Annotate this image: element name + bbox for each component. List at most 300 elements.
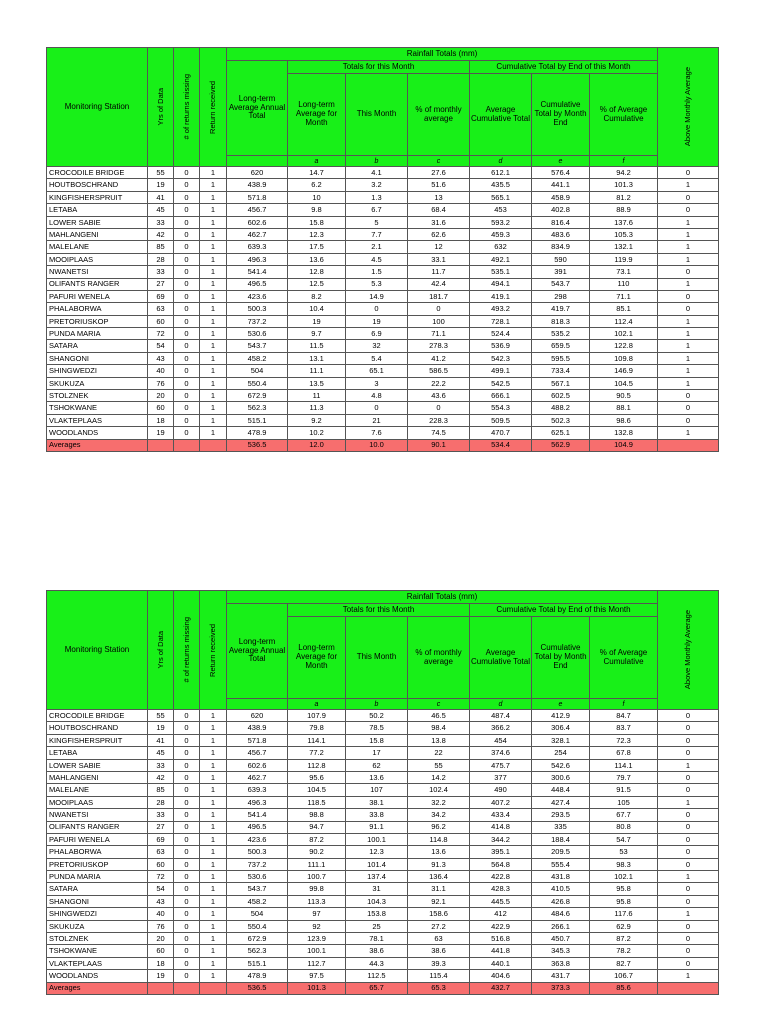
- yrs-average-cell: [148, 439, 174, 451]
- station-cell: MAHLANGENI: [47, 228, 148, 240]
- avg-cum-cell: 475.7: [470, 759, 532, 771]
- above-cell: 0: [658, 402, 719, 414]
- yrs-cell: 20: [148, 933, 174, 945]
- this-month-cell: 6.7: [346, 204, 408, 216]
- missing-cell: 0: [174, 722, 200, 734]
- missing-cell: 0: [174, 167, 200, 179]
- pct-monthly-average-cell: 90.1: [408, 439, 470, 451]
- missing-cell: 0: [174, 809, 200, 821]
- pct-monthly-cell: 0: [408, 402, 470, 414]
- yrs-cell: 19: [148, 970, 174, 982]
- lt-month-cell: 114.1: [288, 734, 346, 746]
- letter-f: f: [590, 699, 658, 710]
- pct-monthly-cell: 13.6: [408, 846, 470, 858]
- this-month-cell: 4.5: [346, 253, 408, 265]
- received-cell: 1: [200, 228, 227, 240]
- cum-total-header: Cumulative Total by Month End: [532, 617, 590, 699]
- averages-row: [47, 982, 719, 994]
- cum-total-cell: 834.9: [532, 241, 590, 253]
- letter-b: b: [346, 156, 408, 167]
- lt-month-cell: 11.3: [288, 402, 346, 414]
- lt-annual-cell: 737.2: [227, 315, 288, 327]
- this-month-cell: 6.9: [346, 328, 408, 340]
- pct-cum-cell: 105.3: [590, 228, 658, 240]
- this-month-cell: 65.1: [346, 365, 408, 377]
- above-cell: 0: [658, 390, 719, 402]
- lt-month-cell: 123.9: [288, 933, 346, 945]
- missing-cell: 0: [174, 191, 200, 203]
- station-cell: NWANETSI: [47, 266, 148, 278]
- yrs-cell: 63: [148, 846, 174, 858]
- received-cell: 1: [200, 328, 227, 340]
- pct-monthly-cell: 100: [408, 315, 470, 327]
- letter-blank: [227, 156, 288, 167]
- pct-monthly-average-cell: 65.3: [408, 982, 470, 994]
- pct-monthly-cell: 71.1: [408, 328, 470, 340]
- above-cell: 0: [658, 883, 719, 895]
- lt-month-cell: 12.5: [288, 278, 346, 290]
- above-cell: 1: [658, 970, 719, 982]
- yrs-cell: 19: [148, 179, 174, 191]
- missing-cell: 0: [174, 970, 200, 982]
- pct-cum-cell: 71.1: [590, 290, 658, 302]
- station-cell: PRETORIUSKOP: [47, 315, 148, 327]
- this-month-average-cell: 10.0: [346, 439, 408, 451]
- this-month-cell: 44.3: [346, 957, 408, 969]
- missing-cell: 0: [174, 390, 200, 402]
- avg-cum-cell: 374.6: [470, 747, 532, 759]
- received-cell: 1: [200, 734, 227, 746]
- cum-total-cell: 419.7: [532, 303, 590, 315]
- letter-a: a: [288, 156, 346, 167]
- cum-total-cell: 590: [532, 253, 590, 265]
- above-cell: 0: [658, 722, 719, 734]
- pct-cum-cell: 137.6: [590, 216, 658, 228]
- lt-annual-cell: 500.3: [227, 846, 288, 858]
- table-row: [47, 427, 719, 439]
- pct-monthly-cell: 55: [408, 759, 470, 771]
- table-row: [47, 228, 719, 240]
- above-cell: 1: [658, 377, 719, 389]
- lt-month-cell: 17.5: [288, 241, 346, 253]
- this-month-cell: 4.8: [346, 390, 408, 402]
- missing-cell: 0: [174, 895, 200, 907]
- received-header: Return received: [200, 591, 227, 710]
- received-cell: 1: [200, 858, 227, 870]
- received-cell: 1: [200, 377, 227, 389]
- this-month-cell: 91.1: [346, 821, 408, 833]
- yrs-cell: 60: [148, 402, 174, 414]
- totals-month-header: Totals for this Month: [288, 61, 470, 74]
- missing-header: # of returns missing: [174, 48, 200, 167]
- station-cell: MALELANE: [47, 784, 148, 796]
- received-cell: 1: [200, 908, 227, 920]
- cumulative-header: Cumulative Total by End of this Month: [470, 61, 658, 74]
- this-month-cell: 21: [346, 414, 408, 426]
- yrs-cell: 60: [148, 858, 174, 870]
- pct-monthly-cell: 0: [408, 303, 470, 315]
- pct-cum-cell: 72.3: [590, 734, 658, 746]
- this-month-cell: 137.4: [346, 871, 408, 883]
- received-cell: 1: [200, 427, 227, 439]
- above-cell: 0: [658, 191, 719, 203]
- above-cell: 0: [658, 933, 719, 945]
- missing-cell: 0: [174, 290, 200, 302]
- lt-annual-cell: 602.6: [227, 216, 288, 228]
- pct-cum-cell: 146.9: [590, 365, 658, 377]
- avg-cum-cell: 487.4: [470, 710, 532, 722]
- table-row: [47, 846, 719, 858]
- table-row: [47, 957, 719, 969]
- pct-cum-cell: 132.1: [590, 241, 658, 253]
- cum-total-cell: 266.1: [532, 920, 590, 932]
- this-month-cell: 17: [346, 747, 408, 759]
- lt-annual-cell: 620: [227, 167, 288, 179]
- lt-month-cell: 8.2: [288, 290, 346, 302]
- above-cell: 1: [658, 908, 719, 920]
- pct-monthly-cell: 27.6: [408, 167, 470, 179]
- cum-total-cell: 300.6: [532, 771, 590, 783]
- avg-cum-cell: 344.2: [470, 833, 532, 845]
- yrs-cell: 41: [148, 191, 174, 203]
- lt-annual-cell: 515.1: [227, 957, 288, 969]
- received-cell: 1: [200, 784, 227, 796]
- this-month-cell: 5.3: [346, 278, 408, 290]
- this-month-cell: 5: [346, 216, 408, 228]
- yrs-cell: 43: [148, 895, 174, 907]
- lt-annual-cell: 423.6: [227, 290, 288, 302]
- pct-cum-cell: 114.1: [590, 759, 658, 771]
- missing-cell: 0: [174, 352, 200, 364]
- pct-monthly-cell: 63: [408, 933, 470, 945]
- this-month-cell: 50.2: [346, 710, 408, 722]
- yrs-cell: 85: [148, 784, 174, 796]
- station-cell: HOUTBOSCHRAND: [47, 722, 148, 734]
- station-cell: VLAKTEPLAAS: [47, 414, 148, 426]
- lt-month-cell: 12.8: [288, 266, 346, 278]
- cum-total-cell: 484.6: [532, 908, 590, 920]
- missing-cell: 0: [174, 266, 200, 278]
- missing-cell: 0: [174, 427, 200, 439]
- pct-monthly-cell: 39.3: [408, 957, 470, 969]
- missing-cell: 0: [174, 710, 200, 722]
- received-cell: 1: [200, 365, 227, 377]
- pct-monthly-cell: 33.1: [408, 253, 470, 265]
- table-row: [47, 328, 719, 340]
- pct-monthly-cell: 74.5: [408, 427, 470, 439]
- pct-cum-cell: 83.7: [590, 722, 658, 734]
- yrs-cell: 28: [148, 796, 174, 808]
- lt-month-cell: 9.2: [288, 414, 346, 426]
- avg-cum-cell: 377: [470, 771, 532, 783]
- table-row: [47, 402, 719, 414]
- rainfall-totals-header: Rainfall Totals (mm): [227, 48, 658, 61]
- lt-annual-cell: 496.3: [227, 253, 288, 265]
- avg-cum-cell: 509.5: [470, 414, 532, 426]
- table-row: [47, 796, 719, 808]
- missing-cell: 0: [174, 365, 200, 377]
- pct-cum-cell: 132.8: [590, 427, 658, 439]
- lt-annual-header: Long-term Average Annual Total: [227, 604, 288, 699]
- received-cell: 1: [200, 266, 227, 278]
- above-cell: 0: [658, 710, 719, 722]
- received-cell: 1: [200, 191, 227, 203]
- yrs-cell: 85: [148, 241, 174, 253]
- cum-total-cell: 458.9: [532, 191, 590, 203]
- station-cell: LETABA: [47, 204, 148, 216]
- lt-month-cell: 94.7: [288, 821, 346, 833]
- avg-cum-cell: 435.5: [470, 179, 532, 191]
- yrs-cell: 55: [148, 167, 174, 179]
- station-cell: PRETORIUSKOP: [47, 858, 148, 870]
- lt-month-cell: 104.5: [288, 784, 346, 796]
- missing-average-cell: [174, 982, 200, 994]
- avg-cum-cell: 499.1: [470, 365, 532, 377]
- lt-month-cell: 11: [288, 390, 346, 402]
- avg-cum-cell: 565.1: [470, 191, 532, 203]
- pct-cum-cell: 101.3: [590, 179, 658, 191]
- pct-cum-cell: 62.9: [590, 920, 658, 932]
- this-month-cell: 2.1: [346, 241, 408, 253]
- table-row: [47, 722, 719, 734]
- received-cell: 1: [200, 895, 227, 907]
- yrs-cell: 40: [148, 365, 174, 377]
- lt-month-cell: 12.3: [288, 228, 346, 240]
- lt-annual-cell: 438.9: [227, 722, 288, 734]
- cum-total-cell: 293.5: [532, 809, 590, 821]
- this-month-cell: 38.1: [346, 796, 408, 808]
- yrs-cell: 45: [148, 204, 174, 216]
- above-cell: 0: [658, 771, 719, 783]
- lt-month-cell: 98.8: [288, 809, 346, 821]
- above-cell: 1: [658, 759, 719, 771]
- lt-annual-cell: 672.9: [227, 390, 288, 402]
- avg-cum-header: Average Cumulative Total: [470, 617, 532, 699]
- table-row: [47, 253, 719, 265]
- pct-cum-average-cell: 85.6: [590, 982, 658, 994]
- lt-annual-cell: 478.9: [227, 970, 288, 982]
- missing-cell: 0: [174, 945, 200, 957]
- yrs-cell: 19: [148, 427, 174, 439]
- lt-annual-cell: 620: [227, 710, 288, 722]
- this-month-cell: 7.7: [346, 228, 408, 240]
- lt-month-cell: 10.2: [288, 427, 346, 439]
- lt-annual-cell: 438.9: [227, 179, 288, 191]
- above-cell: 0: [658, 414, 719, 426]
- this-month-cell: 62: [346, 759, 408, 771]
- table-row: [47, 365, 719, 377]
- yrs-header: Yrs of Data: [148, 591, 174, 710]
- cum-total-cell: 410.5: [532, 883, 590, 895]
- above-cell: 1: [658, 241, 719, 253]
- lt-month-cell: 10: [288, 191, 346, 203]
- station-cell: LOWER SABIE: [47, 216, 148, 228]
- station-cell: NWANETSI: [47, 809, 148, 821]
- station-cell: CROCODILE BRIDGE: [47, 710, 148, 722]
- cum-total-cell: 567.1: [532, 377, 590, 389]
- pct-monthly-cell: 62.6: [408, 228, 470, 240]
- avg-cum-cell: 422.8: [470, 871, 532, 883]
- above-header: Above Monthly Average: [658, 48, 719, 167]
- missing-cell: 0: [174, 253, 200, 265]
- above-cell: 0: [658, 747, 719, 759]
- lt-annual-cell: 550.4: [227, 377, 288, 389]
- above-cell: 0: [658, 957, 719, 969]
- avg-cum-header: Average Cumulative Total: [470, 74, 532, 156]
- received-cell: 1: [200, 771, 227, 783]
- received-cell: 1: [200, 796, 227, 808]
- missing-cell: 0: [174, 759, 200, 771]
- yrs-cell: 33: [148, 759, 174, 771]
- this-month-average-cell: 65.7: [346, 982, 408, 994]
- cum-total-cell: 402.8: [532, 204, 590, 216]
- station-cell: LOWER SABIE: [47, 759, 148, 771]
- avg-cum-cell: 395.1: [470, 846, 532, 858]
- lt-annual-cell: 456.7: [227, 747, 288, 759]
- table-row: [47, 352, 719, 364]
- lt-month-cell: 111.1: [288, 858, 346, 870]
- table-row: [47, 895, 719, 907]
- avg-cum-average-cell: 534.4: [470, 439, 532, 451]
- missing-cell: 0: [174, 796, 200, 808]
- above-cell: 0: [658, 266, 719, 278]
- above-cell: 0: [658, 204, 719, 216]
- pct-cum-header: % of Average Cumulative: [590, 617, 658, 699]
- pct-cum-cell: 122.8: [590, 340, 658, 352]
- this-month-cell: 32: [346, 340, 408, 352]
- pct-cum-cell: 87.2: [590, 933, 658, 945]
- cum-total-header: Cumulative Total by Month End: [532, 74, 590, 156]
- table-row: [47, 414, 719, 426]
- above-cell: 1: [658, 179, 719, 191]
- lt-annual-cell: 571.8: [227, 191, 288, 203]
- cum-total-cell: 427.4: [532, 796, 590, 808]
- cum-total-cell: 306.4: [532, 722, 590, 734]
- table-row: [47, 883, 719, 895]
- received-cell: 1: [200, 253, 227, 265]
- yrs-cell: 18: [148, 414, 174, 426]
- pct-cum-cell: 110: [590, 278, 658, 290]
- station-cell: TSHOKWANE: [47, 402, 148, 414]
- cum-total-cell: 483.6: [532, 228, 590, 240]
- missing-cell: 0: [174, 908, 200, 920]
- received-cell: 1: [200, 833, 227, 845]
- missing-cell: 0: [174, 402, 200, 414]
- avg-cum-cell: 542.5: [470, 377, 532, 389]
- this-month-cell: 3: [346, 377, 408, 389]
- lt-annual-cell: 500.3: [227, 303, 288, 315]
- above-cell: 1: [658, 315, 719, 327]
- missing-cell: 0: [174, 833, 200, 845]
- missing-cell: 0: [174, 204, 200, 216]
- pct-cum-cell: 98.3: [590, 858, 658, 870]
- yrs-cell: 18: [148, 957, 174, 969]
- lt-annual-average-cell: 536.5: [227, 982, 288, 994]
- this-month-header: This Month: [346, 74, 408, 156]
- table-row: [47, 747, 719, 759]
- letter-f: f: [590, 156, 658, 167]
- avg-cum-cell: 593.2: [470, 216, 532, 228]
- avg-cum-cell: 453: [470, 204, 532, 216]
- pct-monthly-cell: 34.2: [408, 809, 470, 821]
- missing-cell: 0: [174, 328, 200, 340]
- lt-month-cell: 13.5: [288, 377, 346, 389]
- above-cell: 1: [658, 352, 719, 364]
- pct-monthly-cell: 31.6: [408, 216, 470, 228]
- this-month-cell: 15.8: [346, 734, 408, 746]
- cum-total-cell: 818.3: [532, 315, 590, 327]
- cum-total-cell: 816.4: [532, 216, 590, 228]
- lt-month-cell: 112.7: [288, 957, 346, 969]
- station-cell: PHALABORWA: [47, 303, 148, 315]
- pct-cum-cell: 79.7: [590, 771, 658, 783]
- table-row: [47, 390, 719, 402]
- avg-cum-cell: 536.9: [470, 340, 532, 352]
- pct-cum-cell: 105: [590, 796, 658, 808]
- cum-total-cell: 502.3: [532, 414, 590, 426]
- pct-cum-cell: 88.9: [590, 204, 658, 216]
- averages-row: [47, 439, 719, 451]
- above-cell: 0: [658, 895, 719, 907]
- station-cell: SHANGONI: [47, 895, 148, 907]
- cum-total-cell: 576.4: [532, 167, 590, 179]
- lt-month-cell: 97.5: [288, 970, 346, 982]
- pct-monthly-cell: 12: [408, 241, 470, 253]
- lt-month-cell: 9.7: [288, 328, 346, 340]
- above-cell: 1: [658, 871, 719, 883]
- above-cell: 0: [658, 945, 719, 957]
- pct-cum-cell: 91.5: [590, 784, 658, 796]
- yrs-cell: 60: [148, 315, 174, 327]
- lt-annual-cell: 462.7: [227, 228, 288, 240]
- yrs-cell: 33: [148, 809, 174, 821]
- cum-total-cell: 431.8: [532, 871, 590, 883]
- received-average-cell: [200, 982, 227, 994]
- this-month-cell: 25: [346, 920, 408, 932]
- letter-blank: [227, 699, 288, 710]
- avg-cum-cell: 419.1: [470, 290, 532, 302]
- pct-monthly-cell: 586.5: [408, 365, 470, 377]
- pct-cum-cell: 88.1: [590, 402, 658, 414]
- table-row: [47, 858, 719, 870]
- this-month-cell: 112.5: [346, 970, 408, 982]
- lt-annual-cell: 458.2: [227, 352, 288, 364]
- lt-month-cell: 112.8: [288, 759, 346, 771]
- above-cell: 1: [658, 340, 719, 352]
- pct-cum-cell: 106.7: [590, 970, 658, 982]
- cum-total-cell: 488.2: [532, 402, 590, 414]
- received-cell: 1: [200, 179, 227, 191]
- this-month-cell: 19: [346, 315, 408, 327]
- table-row: [47, 821, 719, 833]
- received-cell: 1: [200, 241, 227, 253]
- missing-cell: 0: [174, 340, 200, 352]
- pct-monthly-cell: 68.4: [408, 204, 470, 216]
- pct-monthly-header: % of monthly average: [408, 617, 470, 699]
- yrs-cell: 28: [148, 253, 174, 265]
- station-cell: MOOIPLAAS: [47, 796, 148, 808]
- lt-annual-cell: 496.3: [227, 796, 288, 808]
- above-cell: 1: [658, 278, 719, 290]
- lt-annual-cell: 496.5: [227, 821, 288, 833]
- station-average-cell: Averages: [47, 982, 148, 994]
- avg-cum-cell: 440.1: [470, 957, 532, 969]
- station-cell: SATARA: [47, 883, 148, 895]
- table-row: [47, 945, 719, 957]
- yrs-cell: 60: [148, 945, 174, 957]
- cum-total-cell: 345.3: [532, 945, 590, 957]
- avg-cum-cell: 366.2: [470, 722, 532, 734]
